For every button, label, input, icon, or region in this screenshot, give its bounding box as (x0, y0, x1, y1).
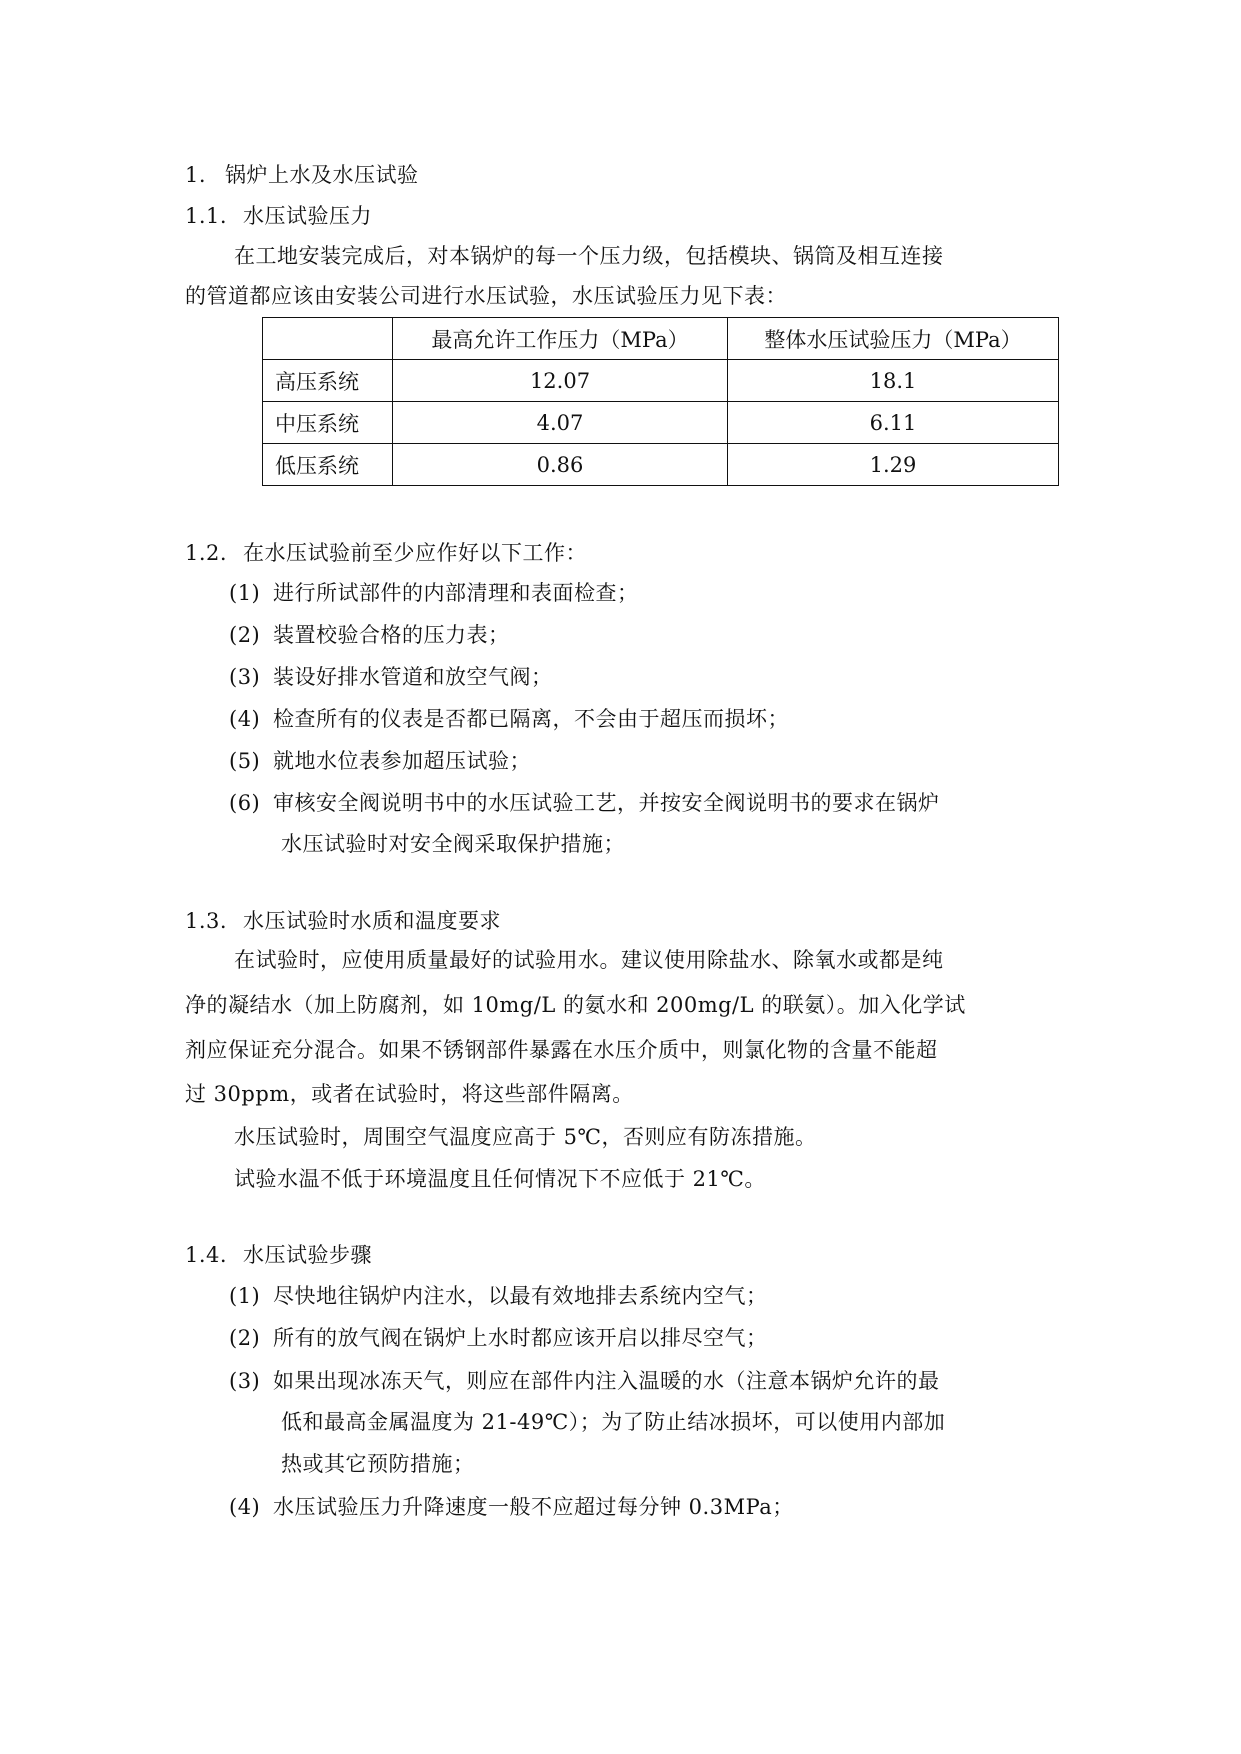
subsection-number: 1.4. (185, 1243, 228, 1267)
table-cell-max-working: 12.07 (393, 360, 728, 402)
table-cell-max-working: 0.86 (393, 444, 728, 486)
paragraph-line: 在工地安装完成后，对本锅炉的每一个压力级，包括模块、锅筒及相互连接 (234, 244, 944, 268)
subsection-title: 水压试验压力 (243, 204, 372, 228)
section-heading (185, 160, 419, 190)
list-item: (1) 进行所试部件的内部清理和表面检查； (229, 581, 639, 605)
table-header-cell: 整体水压试验压力（MPa） (728, 318, 1059, 360)
list-item: (1) 尽快地往锅炉内注水，以最有效地排去系统内空气； (229, 1284, 768, 1308)
paragraph-line: 过 30ppm，或者在试验时，将这些部件隔离。 (185, 1082, 634, 1106)
section-number: 1. (185, 163, 207, 187)
list-item-continuation: 水压试验时对安全阀采取保护措施； (281, 832, 625, 856)
subsection-title: 在水压试验前至少应作好以下工作： (243, 541, 587, 565)
table-cell-test-pressure: 18.1 (728, 360, 1059, 402)
subsection-number: 1.2. (185, 541, 228, 565)
paragraph-line: 试验水温不低于环境温度且任何情况下不应低于 21℃。 (234, 1167, 766, 1191)
paragraph-line: 剂应保证充分混合。如果不锈钢部件暴露在水压介质中，则氯化物的含量不能超 (185, 1038, 938, 1062)
table-row (263, 360, 1059, 402)
list-item: (2) 所有的放气阀在锅炉上水时都应该开启以排尽空气； (229, 1326, 768, 1350)
subsection-title: 水压试验时水质和温度要求 (243, 909, 501, 933)
subsection-number: 1.1. (185, 204, 228, 228)
table-cell-test-pressure: 6.11 (728, 402, 1059, 444)
list-item: (4) 水压试验压力升降速度一般不应超过每分钟 0.3MPa； (229, 1495, 794, 1519)
list-item: (4) 检查所有的仪表是否都已隔离，不会由于超压而损坏； (229, 707, 789, 731)
section-title: 锅炉上水及水压试验 (225, 163, 419, 187)
table-cell-test-pressure: 1.29 (728, 444, 1059, 486)
subsection-heading (185, 1240, 372, 1270)
paragraph-line: 的管道都应该由安装公司进行水压试验，水压试验压力见下表： (185, 284, 787, 308)
list-item: (3) 装设好排水管道和放空气阀； (229, 665, 553, 689)
table-cell-system: 高压系统 (263, 360, 393, 402)
table-row (263, 444, 1059, 486)
paragraph-line: 水压试验时，周围空气温度应高于 5℃，否则应有防冻措施。 (234, 1125, 817, 1149)
table-row (263, 402, 1059, 444)
table-header-row (263, 318, 1059, 360)
subsection-heading (185, 906, 501, 936)
paragraph-line: 净的凝结水（加上防腐剂，如 10mg/L 的氨水和 200mg/L 的联氨）。加入化学试 (185, 993, 966, 1017)
table-cell-system: 中压系统 (263, 402, 393, 444)
list-item-continuation: 低和最高金属温度为 21-49℃）；为了防止结冰损坏，可以使用内部加 (281, 1410, 946, 1434)
table-cell-max-working: 4.07 (393, 402, 728, 444)
list-item: (2) 装置校验合格的压力表； (229, 623, 510, 647)
subsection-heading (185, 538, 587, 568)
list-item-continuation: 热或其它预防措施； (281, 1452, 475, 1476)
table-header-cell: 最高允许工作压力（MPa） (393, 318, 728, 360)
list-item: (3) 如果出现冰冻天气，则应在部件内注入温暖的水（注意本锅炉允许的最 (229, 1369, 940, 1393)
subsection-heading (185, 201, 372, 231)
subsection-title: 水压试验步骤 (243, 1243, 372, 1267)
paragraph-line: 在试验时，应使用质量最好的试验用水。建议使用除盐水、除氧水或都是纯 (234, 948, 944, 972)
subsection-number: 1.3. (185, 909, 228, 933)
pressure-table (262, 317, 1059, 486)
table-cell-system: 低压系统 (263, 444, 393, 486)
list-item: (5) 就地水位表参加超压试验； (229, 749, 531, 773)
list-item: (6) 审核安全阀说明书中的水压试验工艺，并按安全阀说明书的要求在锅炉 (229, 791, 940, 815)
table-header-cell (263, 318, 393, 360)
